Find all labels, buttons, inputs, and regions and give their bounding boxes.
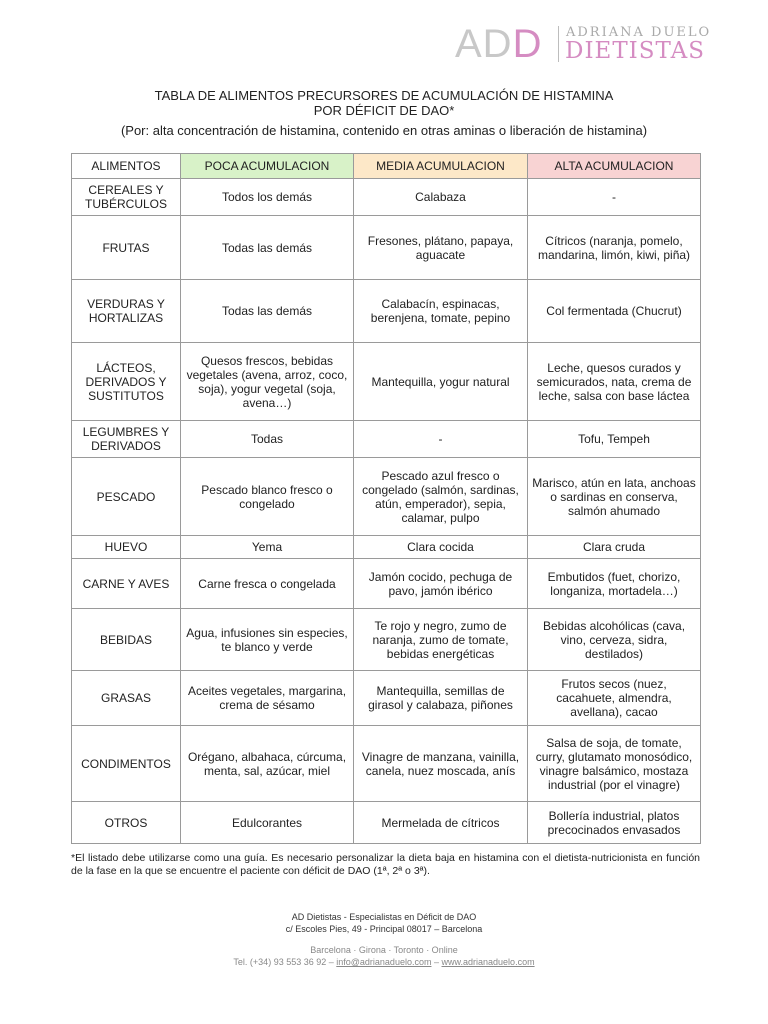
alta-cell: Leche, quesos curados y semicurados, nata, crema de leche, salsa con base láctea	[528, 343, 701, 421]
poca-cell: Agua, infusiones sin especies, te blanco y verde	[181, 609, 354, 671]
media-cell: Vinagre de manzana, vainilla, canela, nuez moscada, anís	[354, 726, 528, 802]
footer-web-link[interactable]: www.adrianaduelo.com	[441, 957, 535, 967]
category-cell: PESCADO	[72, 458, 181, 536]
poca-cell: Aceites vegetales, margarina, crema de sésamo	[181, 671, 354, 726]
footer-phone: Tel. (+34) 93 553 36 92 –	[233, 957, 334, 967]
table-row	[72, 559, 701, 609]
logo-initials	[455, 24, 542, 64]
poca-cell: Carne fresca o congelada	[181, 559, 354, 609]
footer-contact	[0, 956, 768, 968]
footer-address: c/ Escoles Pies, 49 - Principal 08017 – Barcelona	[285, 924, 483, 934]
table-row	[72, 179, 701, 216]
table-row	[72, 421, 701, 458]
category-cell: CONDIMENTOS	[72, 726, 181, 802]
poca-cell: Todas las demás	[181, 280, 354, 343]
category-cell: BEBIDAS	[72, 609, 181, 671]
document-subtitle: (Por: alta concentración de histamina, contenido en otras aminas o liberación de histamina)	[120, 123, 648, 138]
alta-cell: Embutidos (fuet, chorizo, longaniza, mortadela…)	[528, 559, 701, 609]
footer-company: AD Dietistas - Especialistas en Déficit de DAO	[291, 912, 477, 922]
media-cell: -	[354, 421, 528, 458]
table-row	[72, 458, 701, 536]
poca-cell: Todos los demás	[181, 179, 354, 216]
category-cell: OTROS	[72, 802, 181, 844]
header-alimentos: ALIMENTOS	[72, 154, 181, 179]
table-header-row	[72, 154, 701, 179]
table-row	[72, 726, 701, 802]
histamine-food-table	[71, 153, 701, 844]
category-cell: LEGUMBRES Y DERIVADOS	[72, 421, 181, 458]
logo-brand: DIETISTAS	[565, 38, 705, 64]
title-line-1: TABLA DE ALIMENTOS PRECURSORES DE ACUMULACIÓN DE HISTAMINA	[154, 88, 614, 103]
media-cell: Calabaza	[354, 179, 528, 216]
alta-cell: Cítricos (naranja, pomelo, mandarina, limón, kiwi, piña)	[528, 216, 701, 280]
poca-cell: Orégano, albahaca, cúrcuma, menta, sal, azúcar, miel	[181, 726, 354, 802]
logo-initials-text: AD	[455, 22, 513, 66]
poca-cell: Edulcorantes	[181, 802, 354, 844]
poca-cell: Yema	[181, 536, 354, 559]
category-cell: HUEVO	[72, 536, 181, 559]
media-cell: Jamón cocido, pechuga de pavo, jamón ibérico	[354, 559, 528, 609]
table-row	[72, 216, 701, 280]
table-row	[72, 671, 701, 726]
media-cell: Te rojo y negro, zumo de naranja, zumo de tomate, bebidas energéticas	[354, 609, 528, 671]
table-row	[72, 609, 701, 671]
alta-cell: Bollería industrial, platos precocinados envasados	[528, 802, 701, 844]
alta-cell: Col fermentada (Chucrut)	[528, 280, 701, 343]
media-cell: Mantequilla, yogur natural	[354, 343, 528, 421]
footer-locations: Barcelona · Girona · Toronto · Online	[310, 945, 458, 955]
alta-cell: Tofu, Tempeh	[528, 421, 701, 458]
table-row	[72, 280, 701, 343]
title-line-2: POR DÉFICIT DE DAO*	[313, 103, 455, 118]
category-cell: VERDURAS Y HORTALIZAS	[72, 280, 181, 343]
alta-cell: Salsa de soja, de tomate, curry, glutamato monosódico, vinagre balsámico, mostaza industrial (por el vinagre)	[528, 726, 701, 802]
footer-email-link[interactable]: info@adrianaduelo.com	[336, 957, 432, 967]
poca-cell: Pescado blanco fresco o congelado	[181, 458, 354, 536]
poca-cell: Todas las demás	[181, 216, 354, 280]
media-cell: Pescado azul fresco o congelado (salmón, sardinas, atún, emperador), sepia, calamar, pulpo	[354, 458, 528, 536]
brand-logo	[455, 24, 755, 68]
alta-cell: Clara cruda	[528, 536, 701, 559]
table-row	[72, 536, 701, 559]
category-cell: CARNE Y AVES	[72, 559, 181, 609]
logo-divider	[558, 26, 559, 62]
poca-cell: Todas	[181, 421, 354, 458]
logo-name: ADRIANA DUELO	[566, 25, 712, 40]
table-row	[72, 343, 701, 421]
category-cell: GRASAS	[72, 671, 181, 726]
alta-cell: Bebidas alcohólicas (cava, vino, cerveza, sidra, destilados)	[528, 609, 701, 671]
category-cell: CEREALES Y TUBÉRCULOS	[72, 179, 181, 216]
logo-initial-d: D	[512, 22, 543, 66]
document-title	[0, 88, 768, 118]
category-cell: FRUTAS	[72, 216, 181, 280]
alta-cell: -	[528, 179, 701, 216]
media-cell: Calabacín, espinacas, berenjena, tomate, pepino	[354, 280, 528, 343]
header-media: MEDIA ACUMULACION	[354, 154, 528, 179]
category-cell: LÁCTEOS, DERIVADOS Y SUSTITUTOS	[72, 343, 181, 421]
poca-cell: Quesos frescos, bebidas vegetales (avena, arroz, coco, soja), yogur vegetal (soja, avena…)	[181, 343, 354, 421]
alta-cell: Frutos secos (nuez, cacahuete, almendra, avellana), cacao	[528, 671, 701, 726]
media-cell: Clara cocida	[354, 536, 528, 559]
alta-cell: Marisco, atún en lata, anchoas o sardinas en conserva, salmón ahumado	[528, 458, 701, 536]
footer-separator: –	[433, 957, 439, 967]
media-cell: Fresones, plátano, papaya, aguacate	[354, 216, 528, 280]
media-cell: Mermelada de cítricos	[354, 802, 528, 844]
header-poca: POCA ACUMULACION	[181, 154, 354, 179]
footnote: *El listado debe utilizarse como una guía. Es necesario personalizar la dieta baja en histamina con el dietista-nutricionista en función de la fase en la que se encuentre el paciente con déficit de DAO (1ª, 2ª o 3ª).	[71, 852, 700, 877]
media-cell: Mantequilla, semillas de girasol y calabaza, piñones	[354, 671, 528, 726]
table-row	[72, 802, 701, 844]
header-alta: ALTA ACUMULACION	[528, 154, 701, 179]
